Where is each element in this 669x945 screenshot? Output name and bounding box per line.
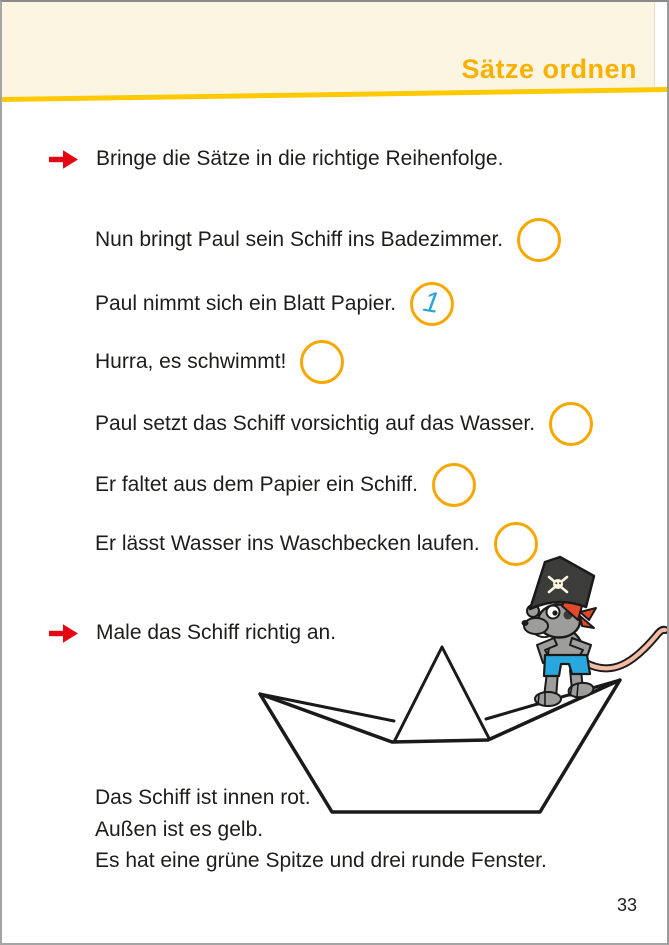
answer-circle[interactable] <box>549 402 593 446</box>
sentence-row <box>95 218 561 262</box>
sentence-text: Hurra, es schwimmt! <box>95 350 287 373</box>
sentence-text: Er faltet aus dem Papier ein Schiff. <box>95 473 418 496</box>
coloring-hints <box>95 782 547 877</box>
mouse-shorts <box>544 655 590 676</box>
sentence-row <box>95 340 344 384</box>
sentence-row <box>95 282 454 326</box>
sentence-row <box>95 463 476 507</box>
sentence-text: Paul nimmt sich ein Blatt Papier. <box>95 292 397 315</box>
mouse-muzzle <box>524 618 548 634</box>
boat-sail-triangle <box>390 647 494 750</box>
sentence-row <box>95 402 593 446</box>
red-arrow-icon <box>48 149 79 170</box>
sentence-text: Nun bringt Paul sein Schiff ins Badezimmer. <box>95 228 504 251</box>
task2-instruction-text: Male das Schiff richtig an. <box>96 621 337 644</box>
answer-digit: 1 <box>420 285 442 320</box>
answer-circle[interactable] <box>517 218 561 262</box>
sentence-text: Er lässt Wasser ins Waschbecken laufen. <box>95 532 480 555</box>
page-title: Sätze ordnen <box>461 54 637 84</box>
red-arrow-icon <box>48 623 79 644</box>
page-number: 33 <box>616 895 637 915</box>
sentence-text: Paul setzt das Schiff vorsichtig auf das Wasser. <box>95 412 536 435</box>
coloring-hint-line: Das Schiff ist innen rot. <box>95 786 311 809</box>
answer-circle[interactable] <box>432 463 476 507</box>
pirate-mouse <box>522 557 666 706</box>
task1-instruction <box>48 137 503 181</box>
task1-instruction-text: Bringe die Sätze in die richtige Reihenfolge. <box>96 147 504 170</box>
answer-circle[interactable] <box>410 282 454 326</box>
coloring-hint-line: Es hat eine grüne Spitze und drei runde Fenster. <box>95 849 547 872</box>
answer-circle[interactable] <box>300 340 344 384</box>
skull-icon <box>553 579 563 589</box>
coloring-hint-line: Außen ist es gelb. <box>95 817 264 841</box>
mouse-nose <box>522 620 529 626</box>
